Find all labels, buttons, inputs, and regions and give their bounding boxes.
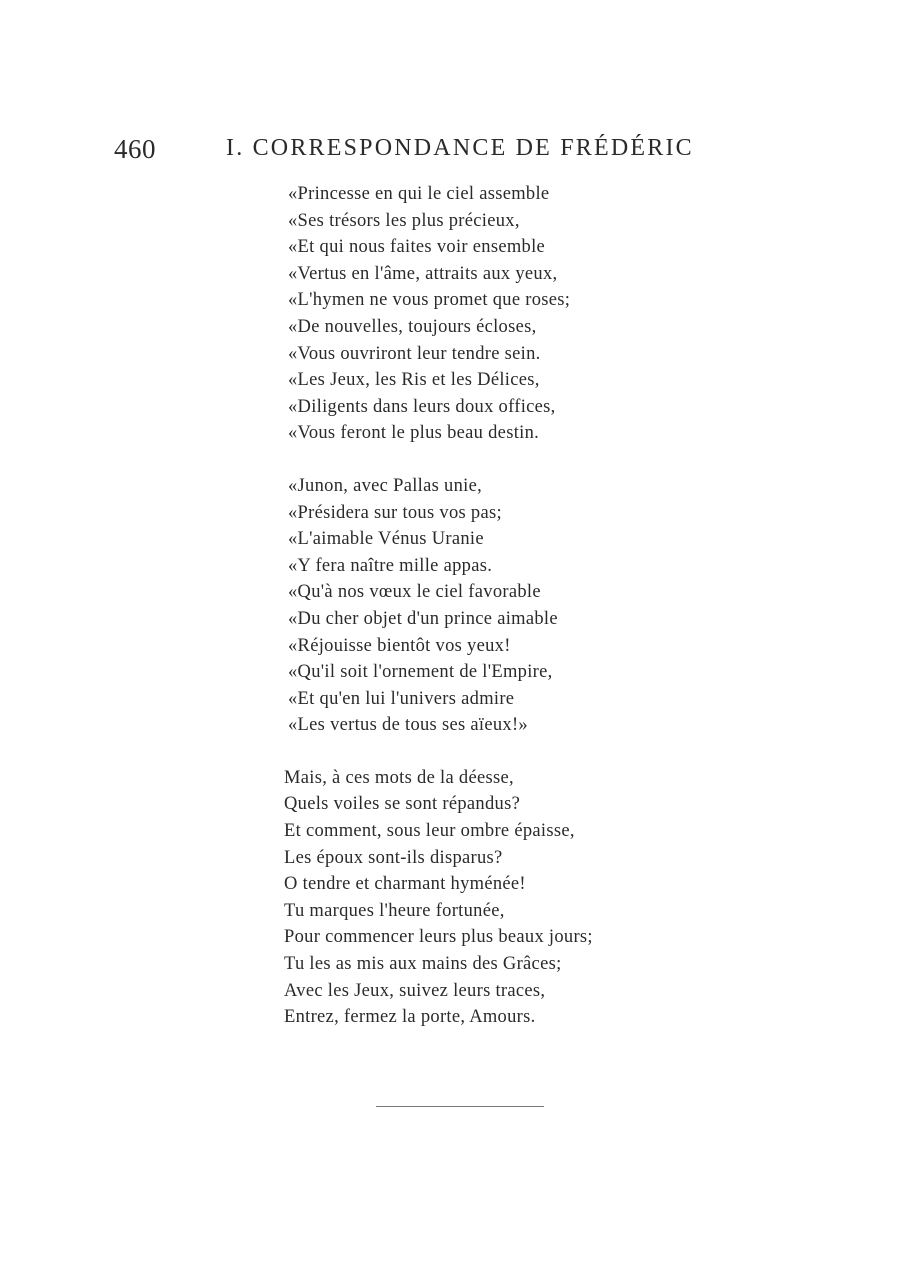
verse-line: Tu les as mis aux mains des Grâces; bbox=[284, 954, 562, 975]
verse-line: «Vertus en l'âme, attraits aux yeux, bbox=[288, 263, 558, 284]
verse-line: Avec les Jeux, suivez leurs traces, bbox=[284, 980, 546, 1001]
verse-line: Quels voiles se sont répandus? bbox=[284, 794, 521, 815]
end-rule-divider bbox=[376, 1106, 544, 1107]
verse-line: «Vous feront le plus beau destin. bbox=[288, 423, 540, 444]
verse-line: «Y fera naître mille appas. bbox=[288, 555, 493, 576]
verse-line: «Les vertus de tous ses aïeux!» bbox=[288, 715, 528, 736]
verse-line: Mais, à ces mots de la déesse, bbox=[284, 767, 514, 788]
verse-line: Et comment, sous leur ombre épaisse, bbox=[284, 821, 575, 842]
page-number: 460 bbox=[114, 134, 156, 164]
verse-line: «Vous ouvriront leur tendre sein. bbox=[288, 343, 541, 364]
verse-line: O tendre et charmant hyménée! bbox=[284, 874, 526, 895]
verse-line: «De nouvelles, toujours écloses, bbox=[288, 316, 537, 337]
verse-line: «Princesse en qui le ciel assemble bbox=[288, 184, 550, 204]
verse-line: Entrez, fermez la porte, Amours. bbox=[284, 1007, 536, 1028]
verse-line: «Du cher objet d'un prince aimable bbox=[288, 608, 558, 629]
running-title: I. CORRESPONDANCE DE FRÉDÉRIC bbox=[226, 135, 694, 161]
verse-line: «Qu'il soit l'ornement de l'Empire, bbox=[288, 662, 553, 683]
verse-line: «Présidera sur tous vos pas; bbox=[288, 502, 502, 523]
verse-line: Les époux sont-ils disparus? bbox=[284, 847, 503, 868]
verse-line: «Diligents dans leurs doux offices, bbox=[288, 396, 556, 417]
verse-line: «Les Jeux, les Ris et les Délices, bbox=[288, 370, 540, 391]
verse-line: Pour commencer leurs plus beaux jours; bbox=[284, 927, 593, 948]
verse-line: «Et qu'en lui l'univers admire bbox=[288, 688, 515, 709]
stanza-1 bbox=[284, 181, 704, 447]
poem bbox=[284, 181, 704, 1057]
verse-line: «Junon, avec Pallas unie, bbox=[288, 475, 482, 496]
stanza-3 bbox=[284, 765, 704, 1031]
verse-line: «L'aimable Vénus Uranie bbox=[288, 529, 484, 550]
verse-line: «Et qui nous faites voir ensemble bbox=[288, 237, 546, 258]
verse-line: Tu marques l'heure fortunée, bbox=[284, 900, 505, 921]
verse-line: «L'hymen ne vous promet que roses; bbox=[288, 290, 571, 311]
stanza-2 bbox=[284, 473, 704, 739]
verse-line: «Réjouisse bientôt vos yeux! bbox=[288, 635, 511, 656]
verse-line: «Qu'à nos vœux le ciel favorable bbox=[288, 582, 541, 603]
verse-line: «Ses trésors les plus précieux, bbox=[288, 210, 520, 231]
